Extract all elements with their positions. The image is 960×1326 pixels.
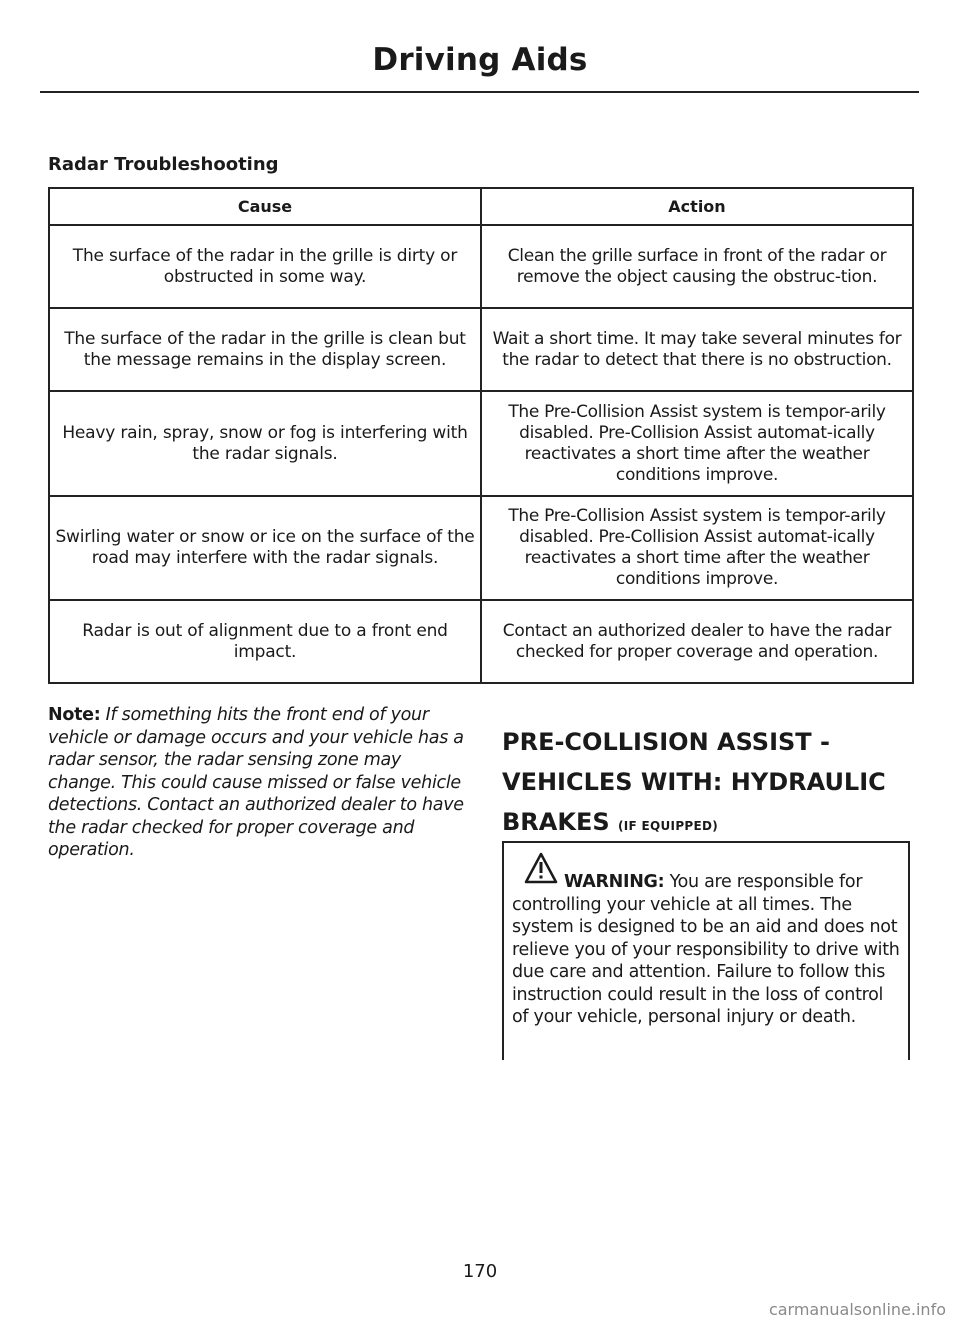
table-header-row [49,188,913,225]
cause-column-header: Cause [49,188,481,225]
table-row [49,600,913,683]
table-row [49,391,913,496]
action-cell: The Pre-Collision Assist system is tempor-arily disabled. Pre-Collision Assist automat-ically reactivates a short time after the weather conditions improve. [481,391,913,496]
warning-label: WARNING: [564,872,665,892]
section-title-main: PRE-COLLISION ASSIST - VEHICLES WITH: HYDRAULIC BRAKES [502,728,886,836]
warning-box [502,841,910,1060]
cause-cell: Heavy rain, spray, snow or fog is interfering with the radar signals. [49,391,481,496]
cause-cell: Radar is out of alignment due to a front end impact. [49,600,481,683]
page-number: 170 [462,1261,498,1282]
action-cell: Clean the grille surface in front of the radar or remove the object causing the obstruc-tion. [481,225,913,308]
section-title [502,722,922,846]
action-cell: The Pre-Collision Assist system is tempor-arily disabled. Pre-Collision Assist automat-ically reactivates a short time after the weather conditions improve. [481,496,913,600]
watermark: carmanualsonline.info [768,1300,946,1319]
warning-text [512,871,904,1029]
table-row [49,308,913,391]
action-column-header: Action [481,188,913,225]
note-paragraph [48,704,468,862]
warning-body: You are responsible for controlling your vehicle at all times. The system is designed to be an aid and does not relieve you of your responsibility to drive with due care and attention. Failure to follow this instruction could result in the loss of control of your vehicle, personal injury or death. [512,872,900,1027]
note-text: If something hits the front end of your vehicle or damage occurs and your vehicle has a radar sensor, the radar sensing zone may change. This could cause missed or false vehicle detections. Contact an authorized dealer to have the radar checked for proper coverage and operation. [48,705,464,860]
chapter-title: Driving Aids [372,42,588,78]
cause-cell: Swirling water or snow or ice on the surface of the road may interfere with the radar signals. [49,496,481,600]
action-cell: Contact an authorized dealer to have the radar checked for proper coverage and operation. [481,600,913,683]
note-label: Note: [48,705,101,725]
cause-cell: The surface of the radar in the grille is dirty or obstructed in some way. [49,225,481,308]
table-row [49,225,913,308]
header-divider [40,91,919,93]
table-row [49,496,913,600]
section-title-qualifier: (IF EQUIPPED) [617,819,719,833]
action-cell: Wait a short time. It may take several minutes for the radar to detect that there is no obstruction. [481,308,913,391]
troubleshooting-table [48,187,914,684]
cause-cell: The surface of the radar in the grille is clean but the message remains in the display screen. [49,308,481,391]
table-heading: Radar Troubleshooting [48,154,279,175]
